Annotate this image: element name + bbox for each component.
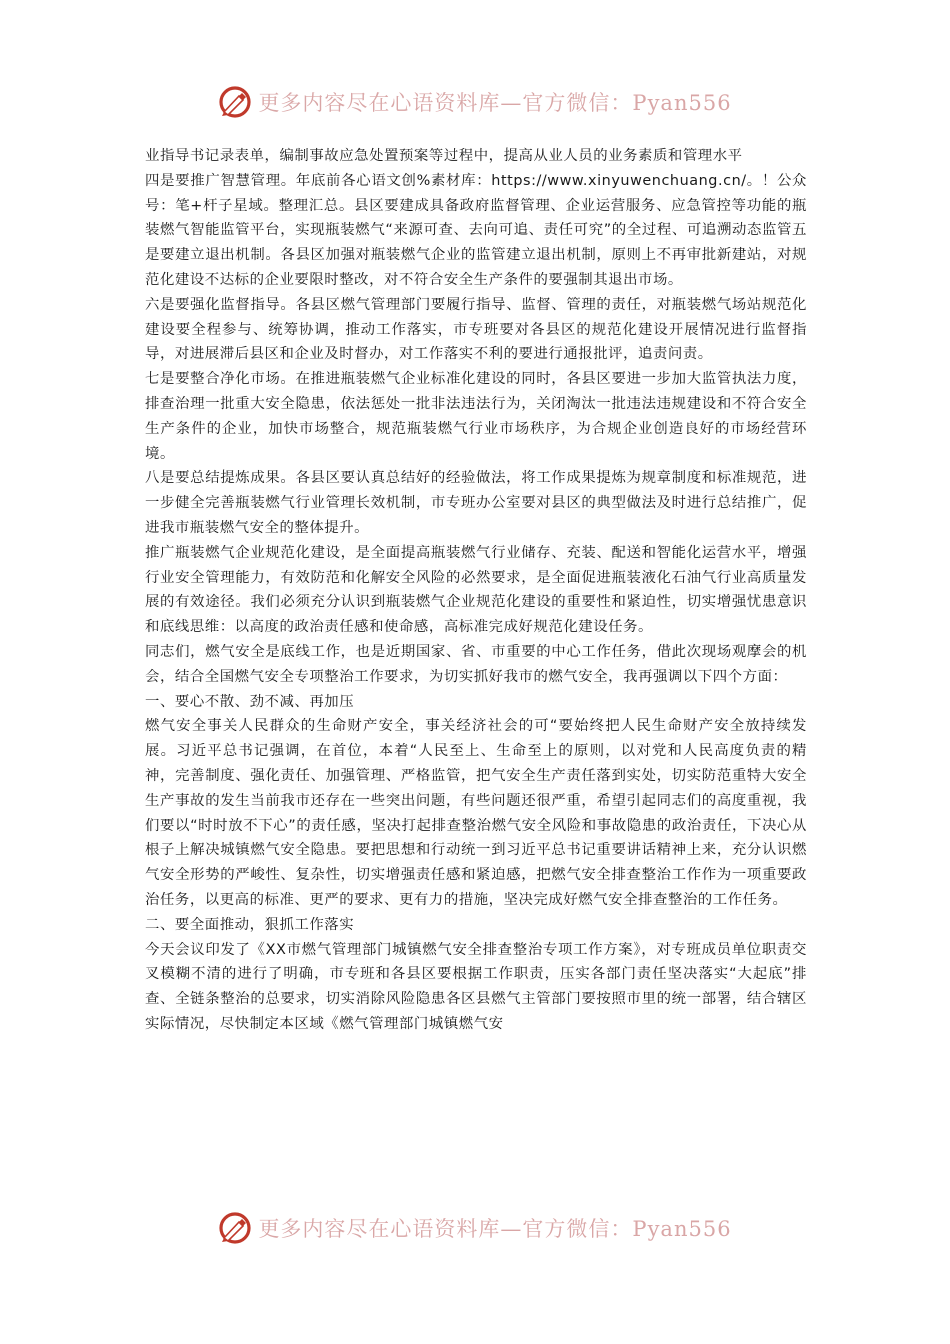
footer-banner: [0, 1208, 950, 1248]
paragraph: 四是要推广智慧管理。年底前各心语文创%素材库：https://www.xinyuwenchuang.cn/。！公众号：笔+杆子星域。整理汇总。县区要建成具备政府监督管理、企业运营服务、应急管控等功能的瓶装燃气智能监管平台，实现瓶装燃气“来源可查、去向可追、责任可究”的全过程、可追溯动态监管五是要建立退出机制。各县区加强对瓶装燃气企业的监管建立退出机制，原则上不再审批新建站，对规范化建设不达标的企业要限时整改，对不符合安全生产条件的要强制其退出市场。: [145, 172, 807, 288]
paragraph: 今天会议印发了《XX市燃气管理部门城镇燃气安全排查整治专项工作方案》，对专班成员单位职责交叉模糊不清的进行了明确，市专班和各县区要根据工作职责，压实各部门责任坚决落实“大起底”排查、全链条整治的总要求，切实消除风险隐患各区县燃气主管部门要按照市里的统一部署，结合辖区实际情况，尽快制定本区域《燃气管理部门城镇燃气安: [145, 941, 807, 1032]
paragraph: 七是要整合净化市场。在推进瓶装燃气企业标准化建设的同时，各县区要进一步加大监管执法力度，排查治理一批重大安全隐患，依法惩处一批非法违法行为，关闭淘汰一批违法违规建设和不符合安全生产条件的企业，加快市场整合，规范瓶装燃气行业市场秩序，为合规企业创造良好的市场经营环境。: [145, 371, 807, 462]
section-heading: 二、要全面推动，狠抓工作落实: [145, 916, 355, 933]
pen-logo-icon: [218, 1211, 252, 1245]
section-heading: 一、要心不散、劲不减、再加压: [145, 693, 355, 710]
paragraph: 六是要强化监督指导。各县区燃气管理部门要履行指导、监督、管理的责任，对瓶装燃气场站规范化建设要全程参与、统筹协调，推动工作落实，市专班要对各县区的规范化建设开展情况进行监督指导，对进展滞后县区和企业及时督办，对工作落实不利的要进行通报批评，追责问责。: [145, 296, 807, 363]
banner-text: 更多内容尽在心语资料库—官方微信：Pyan556: [258, 1217, 732, 1241]
document-body: [145, 144, 807, 1037]
paragraph: 八是要总结提炼成果。各县区要认真总结好的经验做法，将工作成果提炼为规章制度和标准规范，进一步健全完善瓶装燃气行业管理长效机制，市专班办公室要对县区的典型做法及时进行总结推广，促进我市瓶装燃气安全的整体提升。: [145, 470, 807, 536]
paragraph: 业指导书记录表单，编制事故应急处置预案等过程中，提高从业人员的业务素质和管理水平: [145, 148, 743, 164]
paragraph: 推广瓶装燃气企业规范化建设，是全面提高瓶装燃气行业储存、充装、配送和智能化运营水平，增强行业安全管理能力，有效防范和化解安全风险的必然要求，是全面促进瓶装液化石油气行业高质量发展的有效途径。我们必须充分认识到瓶装燃气企业规范化建设的重要性和紧迫性，切实增强忧患意识和底线思维：以高度的政治责任感和使命感，高标准完成好规范化建设任务。: [145, 544, 807, 636]
header-banner: [0, 82, 950, 122]
paragraph: 燃气安全事关人民群众的生命财产安全，事关经济社会的可“要始终把人民生命财产安全放持续发展。习近平总书记强调，在首位，本着“人民至上、生命至上的原则，以对党和人民高度负责的精神，完善制度、强化责任、加强管理、严格监管，把气安全生产责任落到实处，切实防范重特大安全生产事故的发生当前我市还存在一些突出问题，有些问题还很严重，希望引起同志们的高度重视，我们要以“时时放不下心”的责任感，坚决打起排查整治燃气安全风险和事故隐患的政治责任，下决心从根子上解决城镇燃气安全隐患。要把思想和行动统一到习近平总书记重要讲话精神上来，充分认识燃气安全形势的严峻性、复杂性，切实增强责任感和紧迫感，把燃气安全排查整治工作作为一项重要政治任务，以更高的标准、更严的要求、更有力的措施，坚决完成好燃气安全排查整治的工作任务。: [145, 718, 807, 908]
banner-text: 更多内容尽在心语资料库—官方微信：Pyan556: [258, 91, 732, 115]
paragraph: 同志们，燃气安全是底线工作，也是近期国家、省、市重要的中心工作任务，借此次现场观摩会的机会，结合全国燃气安全专项整治工作要求，为切实抓好我市的燃气安全，我再强调以下四个方面：: [145, 643, 807, 685]
pen-logo-icon: [218, 85, 252, 119]
